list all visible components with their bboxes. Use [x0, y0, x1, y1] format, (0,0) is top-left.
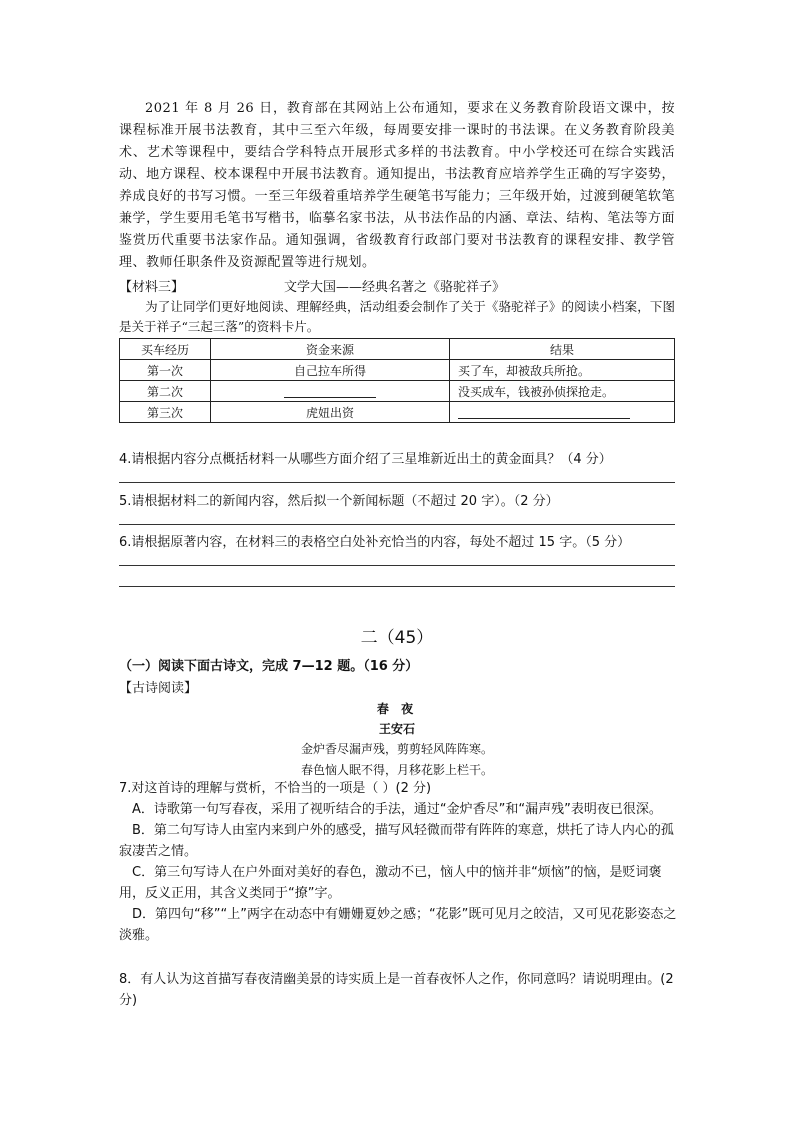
header-purchase: 买车经历: [120, 339, 211, 360]
row3-result-blank[interactable]: [450, 402, 675, 423]
table-row: [120, 360, 675, 381]
question-6: 6.请根据原著内容，在材料三的表格空白处补充恰当的内容，每处不超过 15 字。（5 分）: [119, 535, 631, 550]
row1-result: 买了车，却被敌兵所抢。: [450, 360, 675, 381]
header-funding: 资金来源: [211, 339, 450, 360]
poem-title: 春 夜: [376, 702, 418, 716]
poem-line-2: 春色恼人眠不得，月移花影上栏干。: [300, 763, 493, 777]
poem-author: 王安石: [378, 722, 415, 736]
option-a[interactable]: A．诗歌第一句写春夜，采用了视听结合的手法，通过“金炉香尽”和“漏声残”表明夜已很深。: [132, 802, 662, 817]
answer-line-q4[interactable]: [119, 482, 675, 483]
material3-label: 【材料三】: [119, 280, 185, 295]
table-row: [120, 381, 675, 402]
question-5: 5.请根据材料二的新闻内容，然后拟一个新闻标题（不超过 20 字）。（2 分）: [119, 494, 559, 509]
row1-purchase: 第一次: [120, 360, 211, 381]
answer-line-q5[interactable]: [119, 524, 675, 525]
question-4: 4.请根据内容分点概括材料一从哪些方面介绍了三星堆新近出土的黄金面具？（4 分）: [119, 452, 612, 467]
section-2-heading: 二（45）: [360, 628, 434, 648]
material3-intro-text: 为了让同学们更好地阅读、理解经典，活动组委会制作了关于《骆驼祥子》的阅读小档案，下图是关于祥子“三起三落”的资料卡片。: [119, 299, 675, 334]
material3-intro: [119, 297, 675, 337]
poem-line-1: 金炉香尽漏声残，剪剪轻风阵阵寒。: [300, 742, 493, 756]
answer-line-q6-2[interactable]: [119, 586, 675, 587]
question-7: [119, 778, 679, 946]
option-d[interactable]: D．第四句“移”“上”两字在动态中有姗姗夏妙之感；“花影”既可见月之皎洁，又可见花影姿态之淡雅。: [119, 907, 677, 943]
row2-result: 没买成车，钱被孙侦探抢走。: [450, 381, 675, 402]
row3-funding: 虎妞出资: [211, 402, 450, 423]
material3-title: 文学大国——经典名著之《骆驼祥子》: [284, 280, 506, 295]
table-row: [120, 402, 675, 423]
info-card-table: [119, 338, 675, 423]
material2-text: 2021 年 8 月 26 日，教育部在其网站上公布通知，要求在义务教育阶段语文课中，按课程标准开展书法教育，其中三至六年级，每周要安排一课时的书法课。在义务教育阶段美术、艺术等课程中，要结合学科特点开展形式多样的书法教育。中小学校还可在综合实践活动、地方课程、校本课程中开展书法教育。通知提出，书法教育应培养学生正确的写字姿势，养成良好的书写习惯。一至三年级着重培养学生硬笔书写能力；三年级开始，过渡到硬笔软笔兼学，学生要用毛笔书写楷书，临摹名家书法，从书法作品的内涵、章法、结构、笔法等方面鉴赏历代重要书法家作品。通知强调，省级教育行政部门要对书法教育的课程安排、教学管理、教师任职条件及资源配置等进行规划。: [119, 101, 675, 270]
option-c[interactable]: C．第三句写诗人在户外面对美好的春色，激动不已，恼人中的恼并非“烦恼”的恼，是贬词褒用，反义正用，其含义类同于“撩”字。: [119, 865, 662, 901]
ancient-poem-label: 【古诗阅读】: [119, 681, 198, 696]
answer-line-q6-1[interactable]: [119, 565, 675, 566]
row2-funding-blank[interactable]: [211, 381, 450, 402]
row2-purchase: 第二次: [120, 381, 211, 402]
row1-funding: 自己拉车所得: [211, 360, 450, 381]
row3-purchase: 第三次: [120, 402, 211, 423]
header-result: 结果: [450, 339, 675, 360]
section-2-instruction: （一）阅读下面古诗文，完成 7—12 题。（16 分）: [119, 659, 419, 674]
option-b[interactable]: B．第二句写诗人由室内来到户外的感受，描写风轻微而带有阵阵的寒意，烘托了诗人内心的孤寂凄苦之情。: [119, 823, 674, 859]
table-header-row: [120, 339, 675, 360]
question-8: 8．有人认为这首描写春夜清幽美景的诗实质上是一首春夜怀人之作，你同意吗？请说明理由。(2 分): [119, 972, 674, 1008]
question-7-stem: 7.对这首诗的理解与赏析，不恰当的一项是（ ）(2 分): [119, 781, 432, 796]
material2-paragraph: [119, 98, 675, 274]
